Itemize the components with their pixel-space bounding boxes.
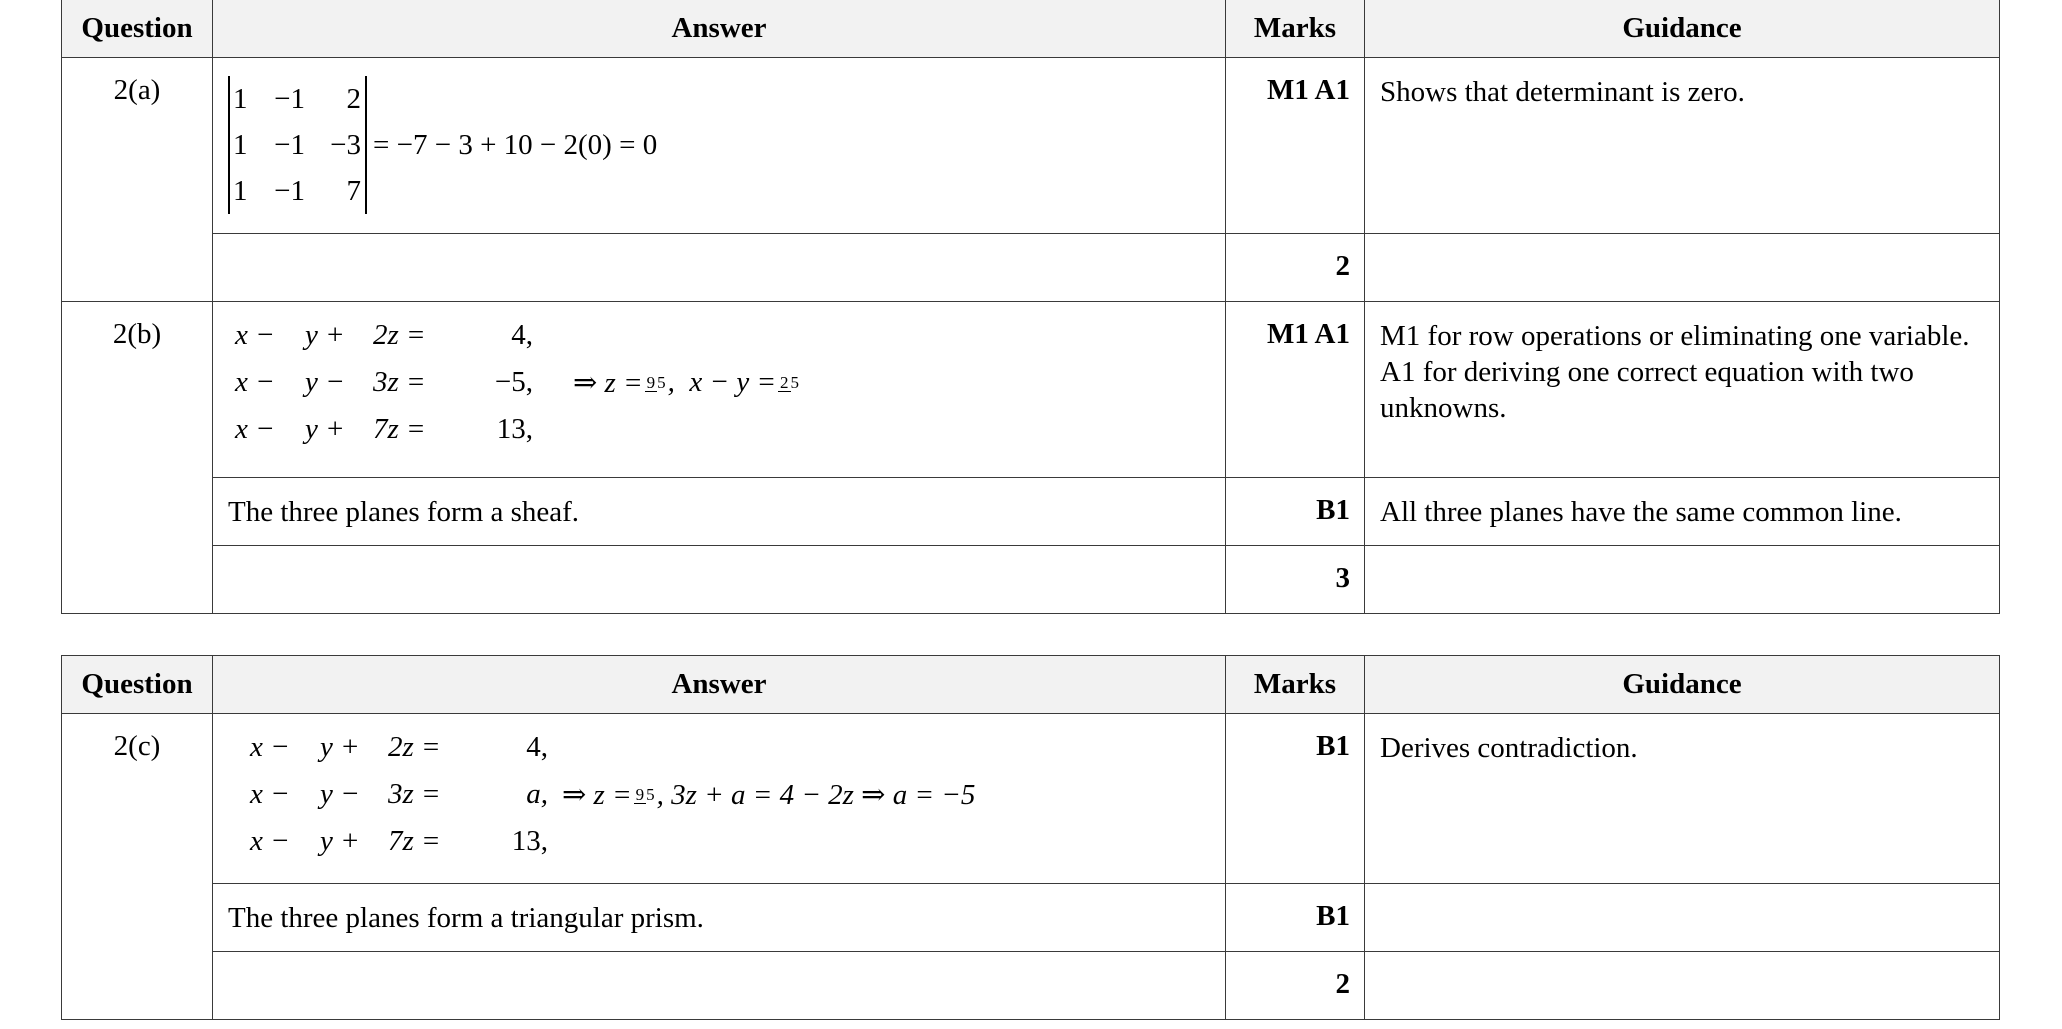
eq-term: 7z = — [388, 825, 441, 857]
mark-scheme-table-2 — [61, 655, 2000, 1020]
guidance-cell: Derives contradiction. — [1365, 714, 2000, 884]
answer-statement: The three planes form a sheaf. — [213, 478, 1226, 546]
header-row — [62, 0, 2000, 58]
answer-cell — [213, 302, 1226, 478]
header-question: Question — [62, 656, 213, 714]
eq-term: x − — [250, 731, 290, 763]
question-label: 2(b) — [62, 302, 213, 614]
guidance-cell-empty — [1365, 952, 2000, 1020]
table-row — [62, 478, 2000, 546]
question-label: 2(c) — [62, 714, 213, 1020]
eq-term: y + — [320, 825, 360, 857]
header-guidance: Guidance — [1365, 656, 2000, 714]
header-answer: Answer — [213, 656, 1226, 714]
table-row — [62, 714, 2000, 884]
det-cell: −1 — [274, 128, 305, 161]
det-cell: −1 — [274, 174, 305, 207]
frac-den: 5 — [657, 372, 666, 392]
eq-term: x − — [250, 825, 290, 857]
table-row — [62, 58, 2000, 234]
eq-rhs: 4, — [511, 319, 533, 351]
answer-cell — [213, 714, 1226, 884]
mark-scheme-table-1 — [61, 0, 2000, 614]
det-cell: 2 — [346, 82, 361, 115]
marks-cell: B1 — [1226, 478, 1365, 546]
det-cell: −1 — [274, 82, 305, 115]
eq-rhs: −5, — [494, 366, 533, 398]
eq-rest: , 3z + a = 4 − 2z ⇒ a = −5 — [656, 779, 976, 811]
total-marks: 2 — [1226, 952, 1365, 1020]
marks-cell: B1 — [1226, 884, 1365, 952]
eq-term: 3z = — [388, 778, 441, 810]
det-cell: 1 — [233, 174, 248, 207]
fraction — [645, 374, 666, 392]
frac-den: 5 — [790, 372, 800, 392]
header-question: Question — [62, 0, 213, 58]
header-row — [62, 656, 2000, 714]
eq-term: y + — [320, 731, 360, 763]
header-marks: Marks — [1226, 656, 1365, 714]
frac-num: 9 — [635, 784, 645, 804]
eq-rhs: 4, — [526, 731, 548, 763]
guidance-cell-empty — [1365, 546, 2000, 614]
marks-cell: M1 A1 — [1226, 58, 1365, 234]
eq-term: y + — [305, 413, 345, 445]
guidance-cell: Shows that determinant is zero. — [1365, 58, 2000, 234]
header-answer: Answer — [213, 0, 1226, 58]
marks-cell: B1 — [1226, 714, 1365, 884]
answer-statement: The three planes form a triangular prism. — [213, 884, 1226, 952]
eq-term: y − — [320, 778, 360, 810]
answer-cell — [213, 58, 1226, 234]
question-label: 2(a) — [62, 58, 213, 302]
table-row — [62, 234, 2000, 302]
table-row — [62, 884, 2000, 952]
guidance-cell: All three planes have the same common line. — [1365, 478, 2000, 546]
eq-term: x − — [235, 366, 275, 398]
guidance-cell — [1365, 302, 2000, 478]
det-cell: 1 — [233, 128, 248, 161]
guidance-cell-empty — [1365, 234, 2000, 302]
header-guidance: Guidance — [1365, 0, 2000, 58]
total-marks: 3 — [1226, 546, 1365, 614]
eq-term: y + — [305, 319, 345, 351]
frac-num: 9 — [646, 372, 656, 392]
eq-term: x − — [235, 319, 275, 351]
total-marks: 2 — [1226, 234, 1365, 302]
guidance-line: M1 for row operations or eliminating one variable. — [1380, 320, 1970, 352]
eq-mid: , x − y = — [667, 366, 777, 398]
determinant — [228, 76, 367, 214]
det-cell: 7 — [346, 174, 361, 207]
det-cell: −3 — [330, 128, 361, 161]
fraction — [778, 374, 799, 392]
fraction — [634, 786, 655, 804]
marks-cell: M1 A1 — [1226, 302, 1365, 478]
implies-z: ⇒ z = — [573, 367, 643, 399]
eq-term: x − — [250, 778, 290, 810]
eq-term: 7z = — [373, 413, 426, 445]
eq-term: 2z = — [388, 731, 441, 763]
eq-rhs: 13, — [511, 825, 548, 857]
eq-term: x − — [235, 413, 275, 445]
frac-num: 2 — [780, 372, 789, 392]
header-marks: Marks — [1226, 0, 1365, 58]
frac-den: 5 — [646, 784, 655, 804]
table-row — [62, 302, 2000, 478]
answer-cell-empty — [213, 234, 1226, 302]
table-row — [62, 546, 2000, 614]
answer-cell-empty — [213, 952, 1226, 1020]
answer-cell-empty — [213, 546, 1226, 614]
eq-rhs: a, — [526, 778, 548, 810]
table-row — [62, 952, 2000, 1020]
implies-z: ⇒ z = — [562, 779, 632, 811]
eq-rhs: 13, — [496, 413, 533, 445]
guidance-cell-empty — [1365, 884, 2000, 952]
eq-term: y − — [305, 366, 345, 398]
guidance-line: A1 for deriving one correct equation with two unknowns. — [1380, 356, 1914, 424]
determinant-result: = −7 − 3 + 10 − 2(0) = 0 — [373, 128, 658, 161]
eq-term: 3z = — [373, 366, 426, 398]
det-cell: 1 — [233, 82, 248, 115]
eq-term: 2z = — [373, 319, 426, 351]
